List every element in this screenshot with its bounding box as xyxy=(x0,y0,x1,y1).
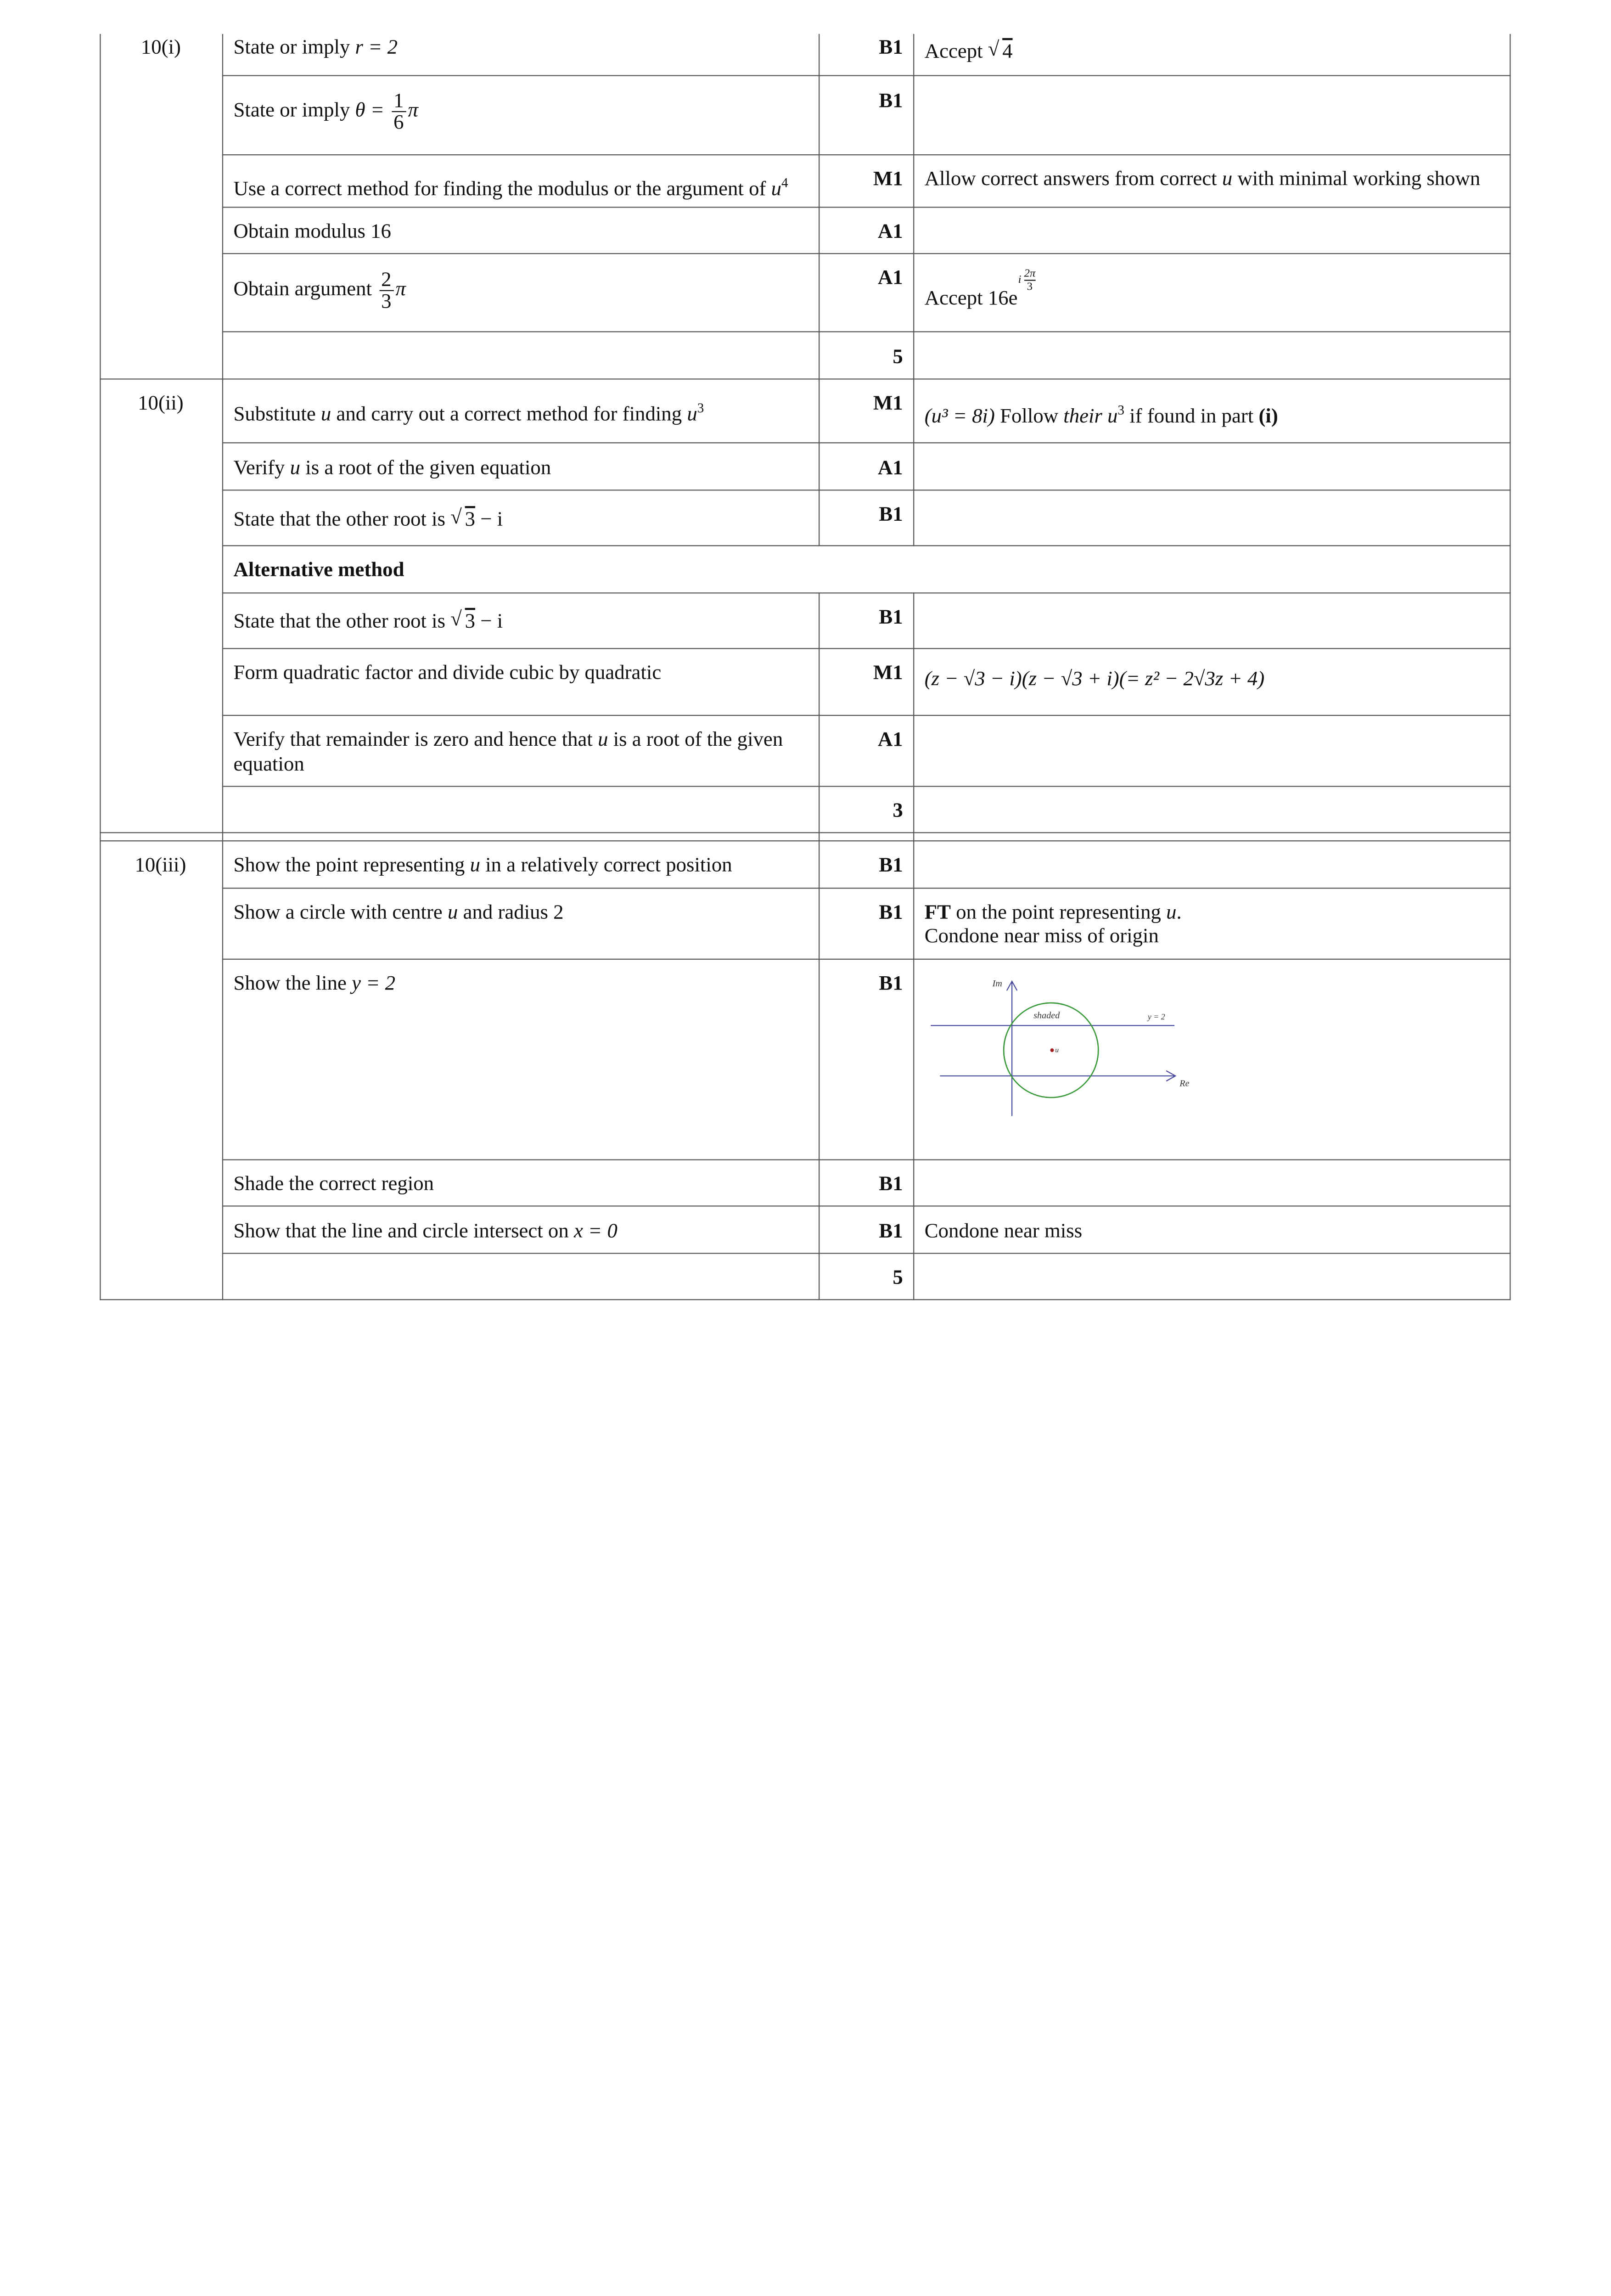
numerator: 1 xyxy=(392,90,406,112)
guidance-label: if found in part xyxy=(1124,405,1259,428)
guidance-text: Accept 16e xyxy=(924,287,1018,310)
their-label: their xyxy=(1063,405,1102,428)
pi-symbol: π xyxy=(408,99,418,122)
answer-label: in a relatively correct position xyxy=(480,854,732,877)
guidance-text: (z − √3 − i)(z − √3 + i)(= z² − 2√3z + 4) xyxy=(924,667,1265,691)
answer-label: State that the other root is xyxy=(233,610,451,633)
ft-label: FT xyxy=(924,901,951,924)
answer-label: State that the other root is xyxy=(233,508,451,531)
answer-label: State or imply xyxy=(233,36,355,59)
answer-label: Substitute xyxy=(233,403,321,426)
answer-text: Obtain modulus 16 xyxy=(233,220,391,243)
math-expression: y = 2 xyxy=(352,972,395,995)
variable: u xyxy=(1102,405,1118,428)
variable: u xyxy=(687,403,697,426)
mark-code: M1 xyxy=(873,661,903,684)
guidance-label: Allow correct answers from correct xyxy=(924,168,1222,191)
total-marks: 5 xyxy=(893,1266,903,1289)
math-lhs: θ = xyxy=(355,99,384,122)
exponent: 3 xyxy=(697,400,704,416)
math-expression: r = 2 xyxy=(355,36,398,59)
mark-code: B1 xyxy=(879,89,903,113)
sqrt-expression: √ 3 xyxy=(450,507,475,532)
sqrt-expression: √ 3 xyxy=(450,609,475,634)
answer-label: Show that the line and circle intersect on xyxy=(233,1220,574,1243)
total-marks: 5 xyxy=(893,345,903,368)
answer-text xyxy=(233,900,563,925)
answer-label: and carry out a correct method for finding xyxy=(331,403,687,426)
answer-text xyxy=(233,727,783,752)
guidance-label: on the point representing xyxy=(951,901,1167,924)
mark-code: A1 xyxy=(877,266,903,289)
mark-code: B1 xyxy=(879,854,903,877)
guidance-text xyxy=(925,398,1278,428)
guidance-text: Condone near miss xyxy=(924,1220,1083,1243)
re-axis-label: Re xyxy=(1179,1078,1190,1089)
math-expression: (u³ = 8i) xyxy=(924,405,995,428)
guidance-text: Condone near miss of origin xyxy=(924,924,1159,948)
argand-diagram xyxy=(926,972,1203,1126)
guidance-label: Accept xyxy=(924,40,988,63)
mark-code: B1 xyxy=(879,1220,903,1243)
question-number: 10(ii) xyxy=(138,392,184,415)
answer-text xyxy=(233,35,398,60)
answer-text xyxy=(233,456,551,480)
answer-text xyxy=(233,270,406,312)
answer-label: Verify xyxy=(233,456,290,479)
exponent: 3 xyxy=(1117,402,1125,418)
guidance-label: with minimal working shown xyxy=(1232,168,1481,191)
answer-text xyxy=(233,171,788,201)
answer-text: Shade the correct region xyxy=(233,1172,434,1195)
variable: u xyxy=(1222,168,1233,191)
guidance-text xyxy=(925,39,1013,64)
shaded-label: shaded xyxy=(1033,1010,1060,1021)
answer-text xyxy=(233,971,395,996)
guidance-label: . xyxy=(1176,901,1182,924)
variable: u xyxy=(290,456,301,479)
mark-code: B1 xyxy=(879,36,903,59)
answer-label: Obtain argument xyxy=(233,278,377,301)
answer-label: Use a correct method for finding the modulus or the argument of xyxy=(233,177,771,201)
answer-text xyxy=(233,396,704,426)
answer-label: Verify that remainder is zero and hence that xyxy=(233,728,598,751)
answer-text xyxy=(233,90,418,133)
answer-text-continued: equation xyxy=(233,753,304,776)
mark-code: B1 xyxy=(879,606,903,629)
total-marks: 3 xyxy=(893,799,903,822)
math-expression: x = 0 xyxy=(573,1220,617,1243)
variable: u xyxy=(470,854,481,877)
exponent: 4 xyxy=(781,174,788,191)
alternative-method-heading: Alternative method xyxy=(233,558,404,581)
exponent xyxy=(1018,267,1036,293)
denominator: 3 xyxy=(1027,281,1033,293)
answer-text xyxy=(233,609,503,634)
sqrt-expression: √ 4 xyxy=(988,39,1013,64)
answer-label: Show the point representing xyxy=(233,854,470,877)
question-number: 10(iii) xyxy=(135,854,186,877)
part-reference: (i) xyxy=(1258,405,1278,428)
mark-code: B1 xyxy=(879,901,903,924)
denominator: 3 xyxy=(381,290,392,313)
im-axis-label: Im xyxy=(992,979,1002,989)
numerator: 2π xyxy=(1024,267,1036,281)
point-u-label: u xyxy=(1055,1046,1059,1054)
answer-label: is a root of the given equation xyxy=(300,456,551,479)
point-u xyxy=(1050,1048,1054,1052)
numerator: 2 xyxy=(379,270,393,291)
answer-text xyxy=(233,1219,617,1244)
denominator: 6 xyxy=(393,111,404,134)
answer-label: − i xyxy=(475,508,503,531)
mark-code: B1 xyxy=(879,972,903,995)
variable: u xyxy=(771,177,782,201)
answer-text xyxy=(233,853,732,878)
exponent-i: i xyxy=(1018,273,1022,286)
mark-code: M1 xyxy=(873,168,903,191)
answer-label: and radius 2 xyxy=(458,901,564,924)
fraction xyxy=(392,90,406,133)
answer-label: Show the line xyxy=(233,972,352,995)
guidance-text xyxy=(925,900,1182,925)
answer-label: State or imply xyxy=(233,99,355,122)
answer-label: is a root of the given xyxy=(608,728,783,751)
mark-code: B1 xyxy=(879,1172,903,1195)
answer-text xyxy=(233,507,503,532)
variable: u xyxy=(320,403,331,426)
guidance-label: Follow xyxy=(994,405,1064,428)
guidance-text xyxy=(925,167,1481,191)
mark-code: A1 xyxy=(877,728,903,751)
pi-symbol: π xyxy=(395,278,406,301)
fraction xyxy=(379,270,393,312)
answer-label: Show a circle with centre xyxy=(233,901,448,924)
exponent-fraction xyxy=(1024,267,1036,293)
mark-code: A1 xyxy=(877,220,903,243)
line-label: y = 2 xyxy=(1147,1012,1165,1021)
mark-code: A1 xyxy=(877,456,903,479)
mark-code: B1 xyxy=(879,503,903,526)
answer-text: Form quadratic factor and divide cubic by quadratic xyxy=(233,661,662,684)
variable: u xyxy=(447,901,458,924)
answer-label: − i xyxy=(475,610,503,633)
variable: u xyxy=(1166,901,1177,924)
mark-code: M1 xyxy=(873,392,903,415)
variable: u xyxy=(598,728,608,751)
question-number: 10(i) xyxy=(140,36,181,59)
